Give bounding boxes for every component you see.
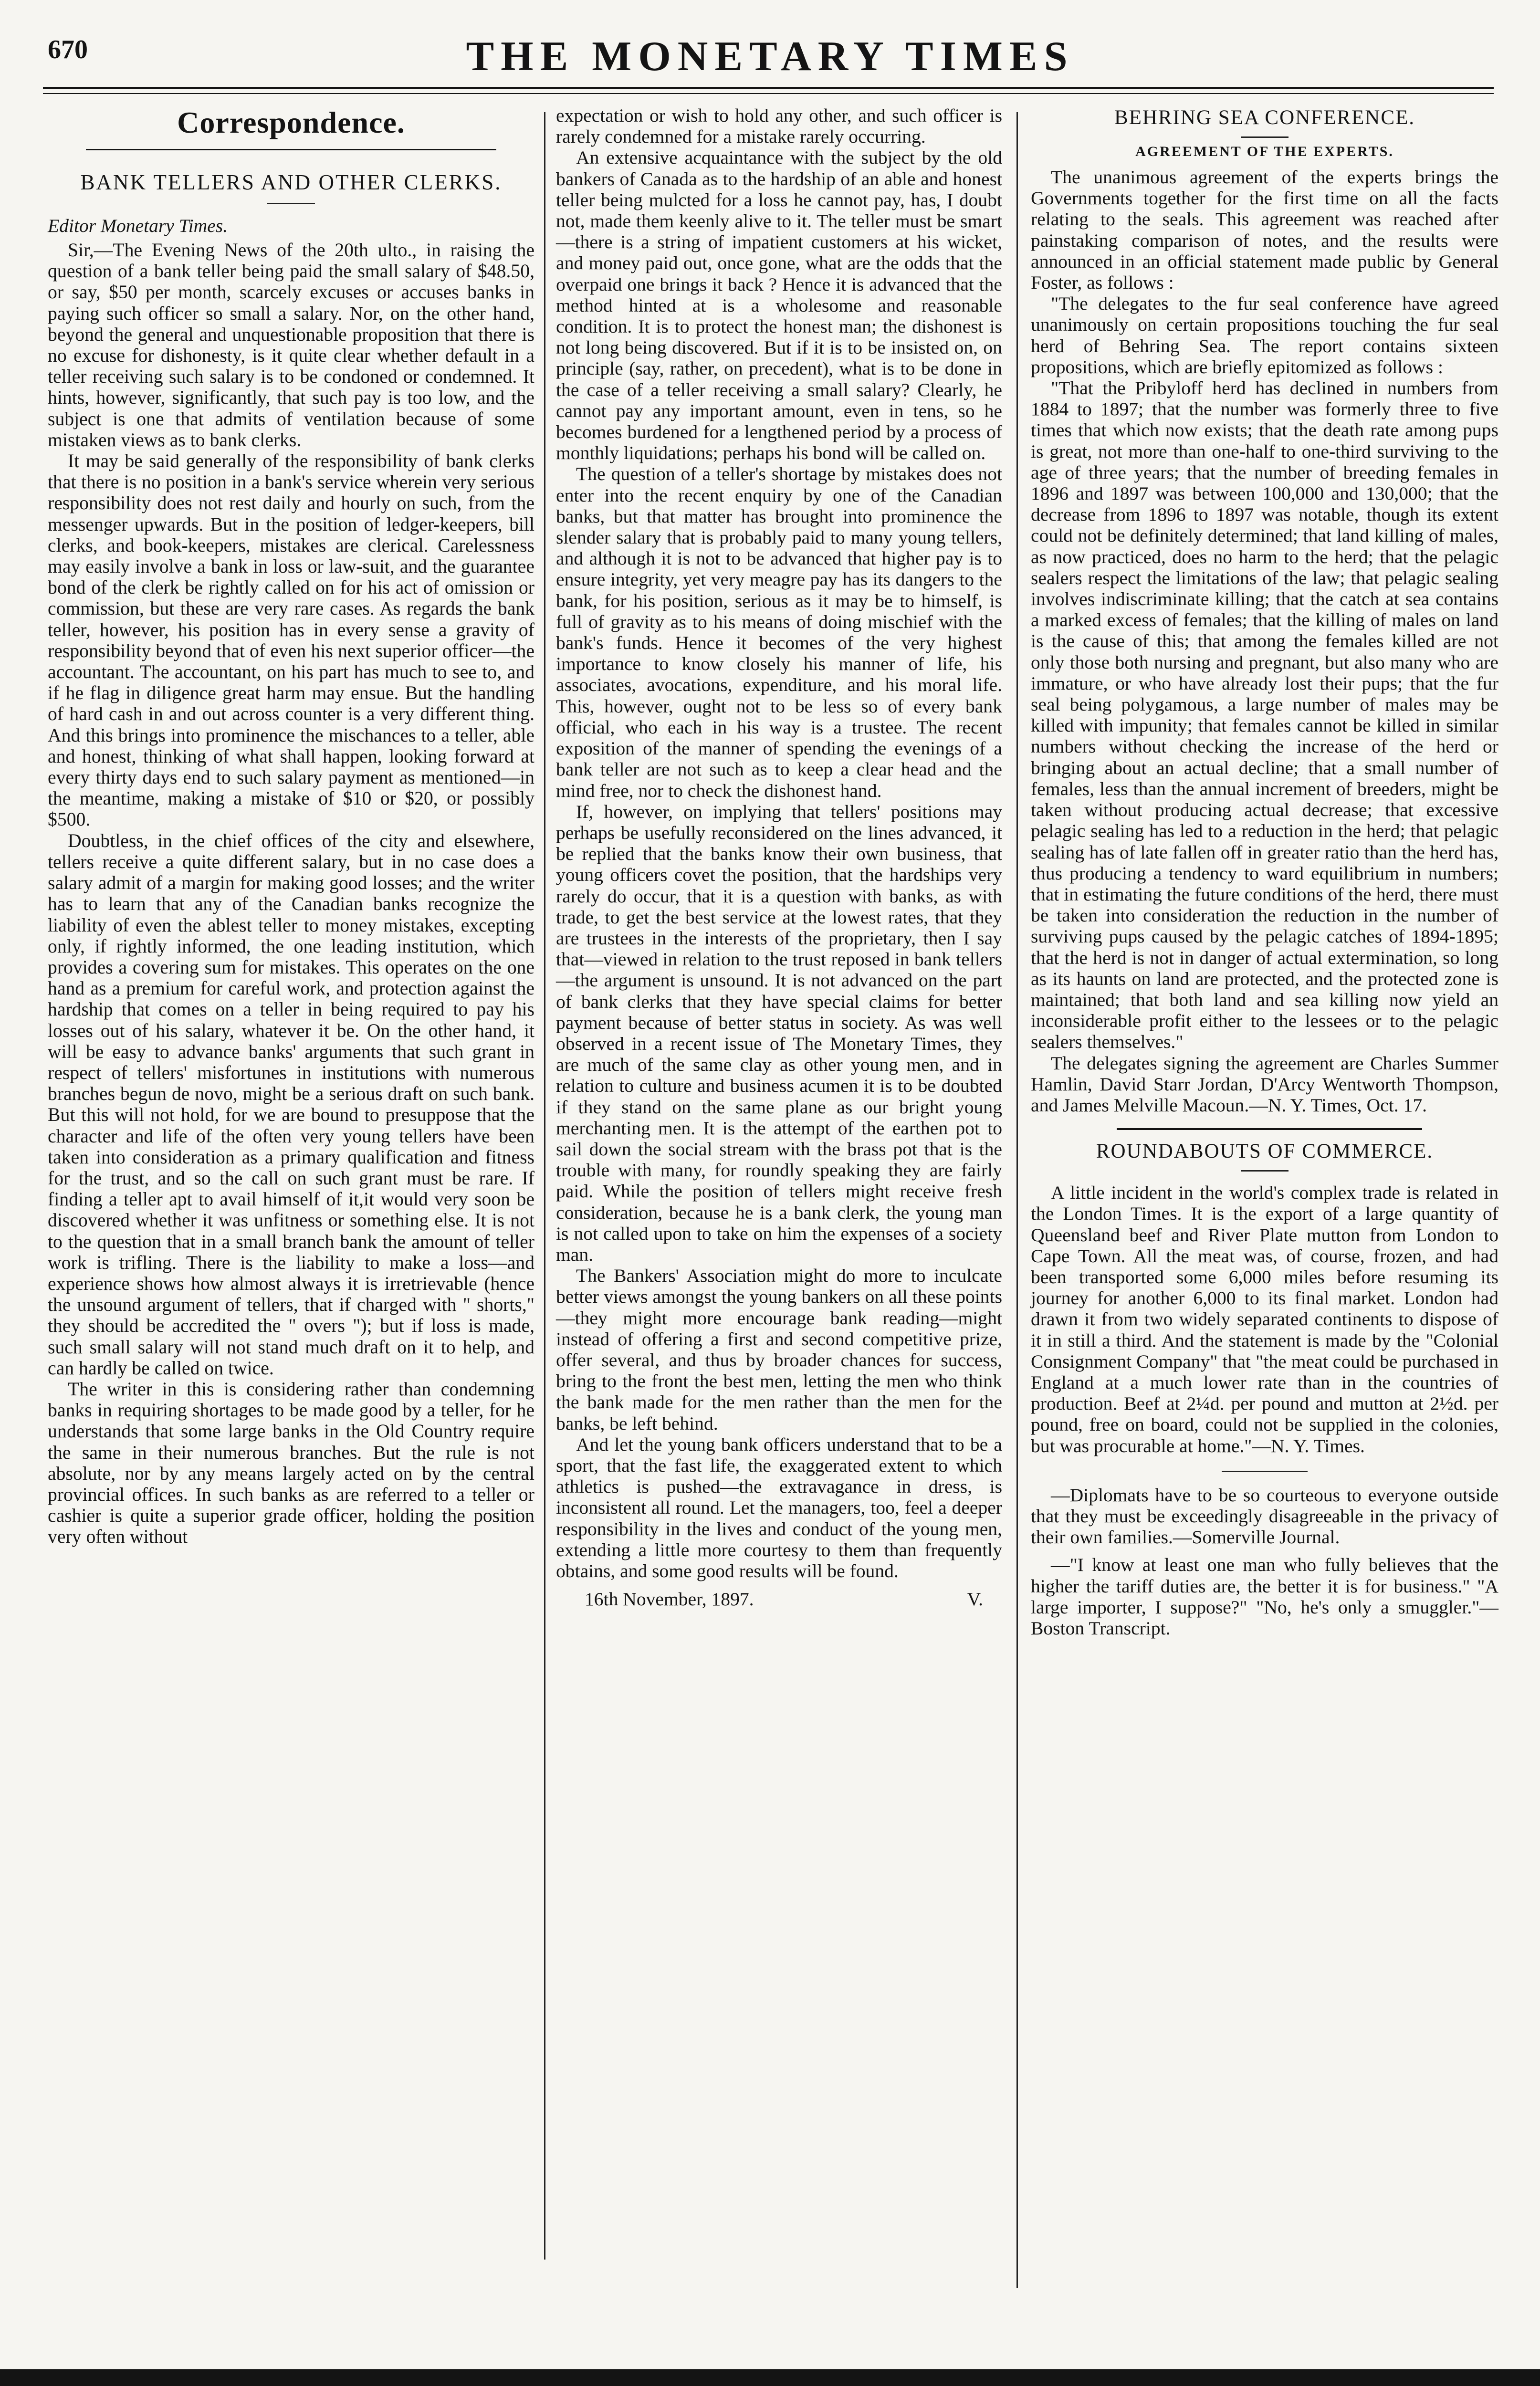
editor-salutation: Editor Monetary Times. [48,215,228,236]
title-divider [1241,1170,1289,1172]
page-number: 670 [48,35,88,64]
title-divider [1241,136,1289,138]
column-1 [48,105,534,1548]
article-title-roundabouts: ROUNDABOUTS OF COMMERCE. [1096,1140,1434,1163]
masthead-rule-thick [43,87,1494,89]
filler-paragraph: —Diplomats have to be so courteous to everyone outside that they must be exceedingly disagreeable in the privacy of their own families.—Somerville Journal. [1031,1484,1498,1548]
column-divider-1 [544,112,545,2260]
column-2 [556,105,1002,1610]
paragraph: Sir,—The Evening News of the 20th ulto., in raising the question of a bank teller being paid the small salary of $48.50, or say, $50 per month, scarcely excuses or accuses banks in paying such officer so small a salary. Nor, on the other hand, beyond the general and unquestionable proposition that there is no excuse for dishonesty, is it quite clear whether default in a teller receiving such salary is to be condoned or condemned. It hints, however, significantly, that such pay is too low, and the subject is one that admits of ventilation because of some mistaken views as to bank clerks. [48,240,534,450]
letter-date: 16th November, 1897. [585,1589,754,1610]
paragraph: The Bankers' Association might do more to inculcate better views amongst the young bankers on all these points—they might more encourage bank reading—might instead of offering a first and second competitive prize, offer several, and thus by broader chances for success, bring to the front the best men, letting the men who think the bank made for the men rather than the men for the banks, be left behind. [556,1265,1002,1434]
masthead-title: THE MONETARY TIMES [466,33,1074,80]
article-subtitle: AGREEMENT OF THE EXPERTS. [1135,144,1394,159]
article-title-bank-tellers: BANK TELLERS AND OTHER CLERKS. [80,170,502,194]
article-title-behring-sea: BEHRING SEA CONFERENCE. [1114,106,1415,129]
masthead-rule-thin [43,93,1494,94]
paragraph: "That the Pribyloff herd has declined in numbers from 1884 to 1897; that the number was formerly three to five times that which now exists; that the death rate among pups is great, not more than one-half to one-third surviving to the age of three years; that the number of breeding females in 1896 and 1897 was between 100,000 and 130,000; that the decrease from 1896 to 1897 was notable, though its extent could not be definitely determined; that land killing of males, as now practiced, does no harm to the herd; that the pelagic sealers respect the limitations of the law; that pelagic sealing involves indiscriminate killing; that the catch at sea contains a marked excess of females; that the killing of males on land is the cause of this; that among the females killed are not only those both nursing and pregnant, but also many who are immature, or who have already lost their pups; that the fur seal being polygamous, a large number of males may be killed with impunity; that females cannot be killed in similar numbers without checking the increase of the herd or bringing about an actual decline; that a small number of females, less than the annual increment of breeders, might be taken without producing actual decrease; that excessive pelagic sealing has led to a reduction in the herd; that pelagic sealing has of late fallen off in greater ratio than the herd has, thus producing a tendency to ward equilibrium in numbers; that in estimating the future conditions of the herd, there must be taken into consideration the reduction in the number of surviving pups caused by the pelagic catches of 1894-1895; that the herd is not in danger of actual extermination, so long as its haunts on land are protected, and the protected zone is maintained; that both land and sea killing now yield an inconsiderable profit either to the lessees or to the pelagic sealers themselves." [1031,377,1498,1053]
paragraph: "The delegates to the fur seal conference have agreed unanimously on certain propositions touching the fur seal herd of Behring Sea. The report contains sixteen propositions, which are briefly epitomized as follows : [1031,293,1498,377]
paragraph: The writer in this is considering rather than condemning banks in requiring shortages to be made good by a teller, for he understands that some large banks in the Old Country require the same in their numerous branches. But the rule is not absolute, nor by any means largely acted on by the central provincial offices. In such banks as are referred to a teller or cashier is quite a superior grade officer, holding the position very often without [48,1378,534,1548]
paragraph: Doubtless, in the chief offices of the city and elsewhere, tellers receive a quite different salary, but in no case does a salary admit of a margin for making good losses; and the writer has to learn that any of the Canadian banks recognize the liability of even the ablest teller to money mistakes, excepting only, if rightly informed, the one leading institution, which provides a covering sum for mistakes. This operates on the one hand as a premium for careful work, and protection against the hardship that comes on a teller in being required to pay his losses out of his salary, whatever it be. On the other hand, it will be easy to advance banks' arguments that such grant in respect of tellers' misfortunes in institutions with numerous branches begun de novo, might be a serious draft on such bank. But this will not hold, for we are bound to presuppose that the character and life of the often very young tellers have been taken into consideration as a primary qualification and fitness for the trust, and so the call on such grant must be rare. If finding a teller apt to avail himself of it,it would very soon be discovered whether it was unfitness or something else. It is not to the question that in a small branch bank the amount of teller work is trifling. There is the liability to make a loss—and experience shows how almost always it is irretrievable (hence the unsound argument of tellers, that if charged with " shorts," they should be accredited the " overs "); but if loss is made, such small salary will not stand much draft on it to help, and can hardly be called on twice. [48,830,534,1379]
article-separator [1117,1128,1422,1130]
paragraph: An extensive acquaintance with the subject by the old bankers of Canada as to the hardship of an able and honest teller being mulcted for a loss he cannot pay, has, I doubt not, made them keenly alive to it. The teller must be smart—there is a string of impatient customers at his wicket, and money paid out, once gone, what are the odds that the overpaid one brings it back ? Hence it is advanced that the method hinted at is a wholesome and reasonable condition. It is to protect the honest man; the dishonest is not long being discovered. But if it is to be insisted on, on principle (say, rather, on precedent), what is to be done in the case of a teller receiving a small salary? Clearly, he cannot pay any important amount, even in tens, so he becomes burdened for a lengthened period by a process of monthly liquidations; perhaps his bond will be called on. [556,147,1002,464]
paragraph: The question of a teller's shortage by mistakes does not enter into the recent enquiry by one of the Canadian banks, but that matter has brought into prominence the slender salary that is probably paid to many young tellers, and although it is not to be advanced that higher pay is to ensure integrity, yet very meagre pay has its dangers to the bank, for his position, serious as it may be to himself, is full of gravity as to his means of doing mischief with the bank's funds. Hence it becomes of the very highest importance to know closely his manner of life, his associates, avocations, expenditure, and his moral life. This, however, ought not to be less so of every bank official, who each in his way is a trustee. The recent exposition of the manner of spending the evenings of a bank teller are not such as to keep a clear head and the mind free, nor to check the dishonest hand. [556,463,1002,801]
paragraph: If, however, on implying that tellers' positions may perhaps be usefully reconsidered on the lines advanced, it be replied that the banks know their own business, that young officers covet the position, that the hardships very rarely do occur, that it is a question with banks, as with trade, to get the best service at the lowest rates, that they are trustees in the interests of the proprietary, then I say that—viewed in relation to the trust reposed in bank tellers—the argument is unsound. It is not advanced on the part of bank clerks that they have special claims for better payment because of better status in society. As was well observed in a recent issue of The Monetary Times, they are much of the same clay as other young men, and in relation to culture and business acumen it is to be doubted if they stand on the same plane as our bright young merchanting men. It is the attempt of the earthen pot to sail down the social stream with the brass pot that is the trouble with many, for roundly speaking they are fairly paid. While the position of tellers might receive fresh consideration, because he is a bank clerk, the young man is not called upon to take on him the expenses of a society man. [556,801,1002,1265]
paragraph: A little incident in the world's complex trade is related in the London Times. It is the export of a large quantity of Queensland beef and River Plate mutton from London to Cape Town. All the meat was, of course, frozen, and had been transported some 6,000 miles before resuming its journey for another 6,000 to its final market. London had drawn it from two widely separated continents to dispose of it in still a third. And the statement is made by the "Colonial Consignment Company" that "the meat could be purchased in England at a much lower rate than in the countries of production. Beef at 2¼d. per pound and mutton at 2½d. per pound, free on board, could not be supplied in the colonies, but was procurable at home."—N. Y. Times. [1031,1182,1498,1456]
paragraph: The delegates signing the agreement are Charles Summer Hamlin, David Starr Jordan, D'Arcy Wentworth Thompson, and James Melville Macoun.—N. Y. Times, Oct. 17. [1031,1052,1498,1116]
page-bottom-edge [0,2369,1540,2386]
letter-signature: V. [967,1589,983,1610]
column-3 [1031,105,1498,1639]
column-divider-2 [1016,112,1018,2288]
paragraph: And let the young bank officers understand that to be a sport, that the fast life, the exaggerated extent to which athletics is pushed—the extravagance in dress, is inconsistent all round. Let the managers, too, feel a deeper responsibility in the lives and conduct of the young men, extending a little more courtesy to them than frequently obtains, and some good results will be found. [556,1434,1002,1582]
title-divider [267,203,315,204]
paragraph: expectation or wish to hold any other, and such officer is rarely condemned for a mistake rarely occurring. [556,105,1002,147]
paragraph: It may be said generally of the responsibility of bank clerks that there is no position in a bank's service wherein very serious responsibility does not rest daily and hourly on such, from the messenger upwards. But in the position of ledger-keepers, bill clerks, and book-keepers, mistakes are clerical. Carelessness may easily involve a bank in loss or law-suit, and the guarantee bond of the clerk be rightly called on for his act of omission or commission, but these are very rare cases. As regards the bank teller, however, his position has in every sense a gravity of responsibility beyond that of even his next superior officer—the accountant. The accountant, on his part has much to see to, and if he flag in diligence great harm may ensue. But the handling of hard cash in and out across counter is a very different thing. And this brings into prominence the mischances to a teller, able and honest, thinking of what shall happen, looking forward at every thirty days end to such salary payment as mentioned—in the meantime, making a mistake of $10 or $20, or possibly $500. [48,450,534,830]
section-heading-rule [86,149,496,150]
section-heading: Correspondence. [177,105,405,139]
filler-paragraph: —"I know at least one man who fully believes that the higher the tariff duties are, the better it is for business." "A large importer, I suppose?" "No, he's only a smuggler."—Boston Transcript. [1031,1554,1498,1639]
filler-divider [1222,1471,1308,1472]
letter-signoff [556,1588,1002,1610]
paragraph: The unanimous agreement of the experts brings the Governments together for the first time on all the facts relating to the seals. This agreement was reached after painstaking comparison of notes, and the results were announced in an official statement made public by General Foster, as follows : [1031,167,1498,293]
